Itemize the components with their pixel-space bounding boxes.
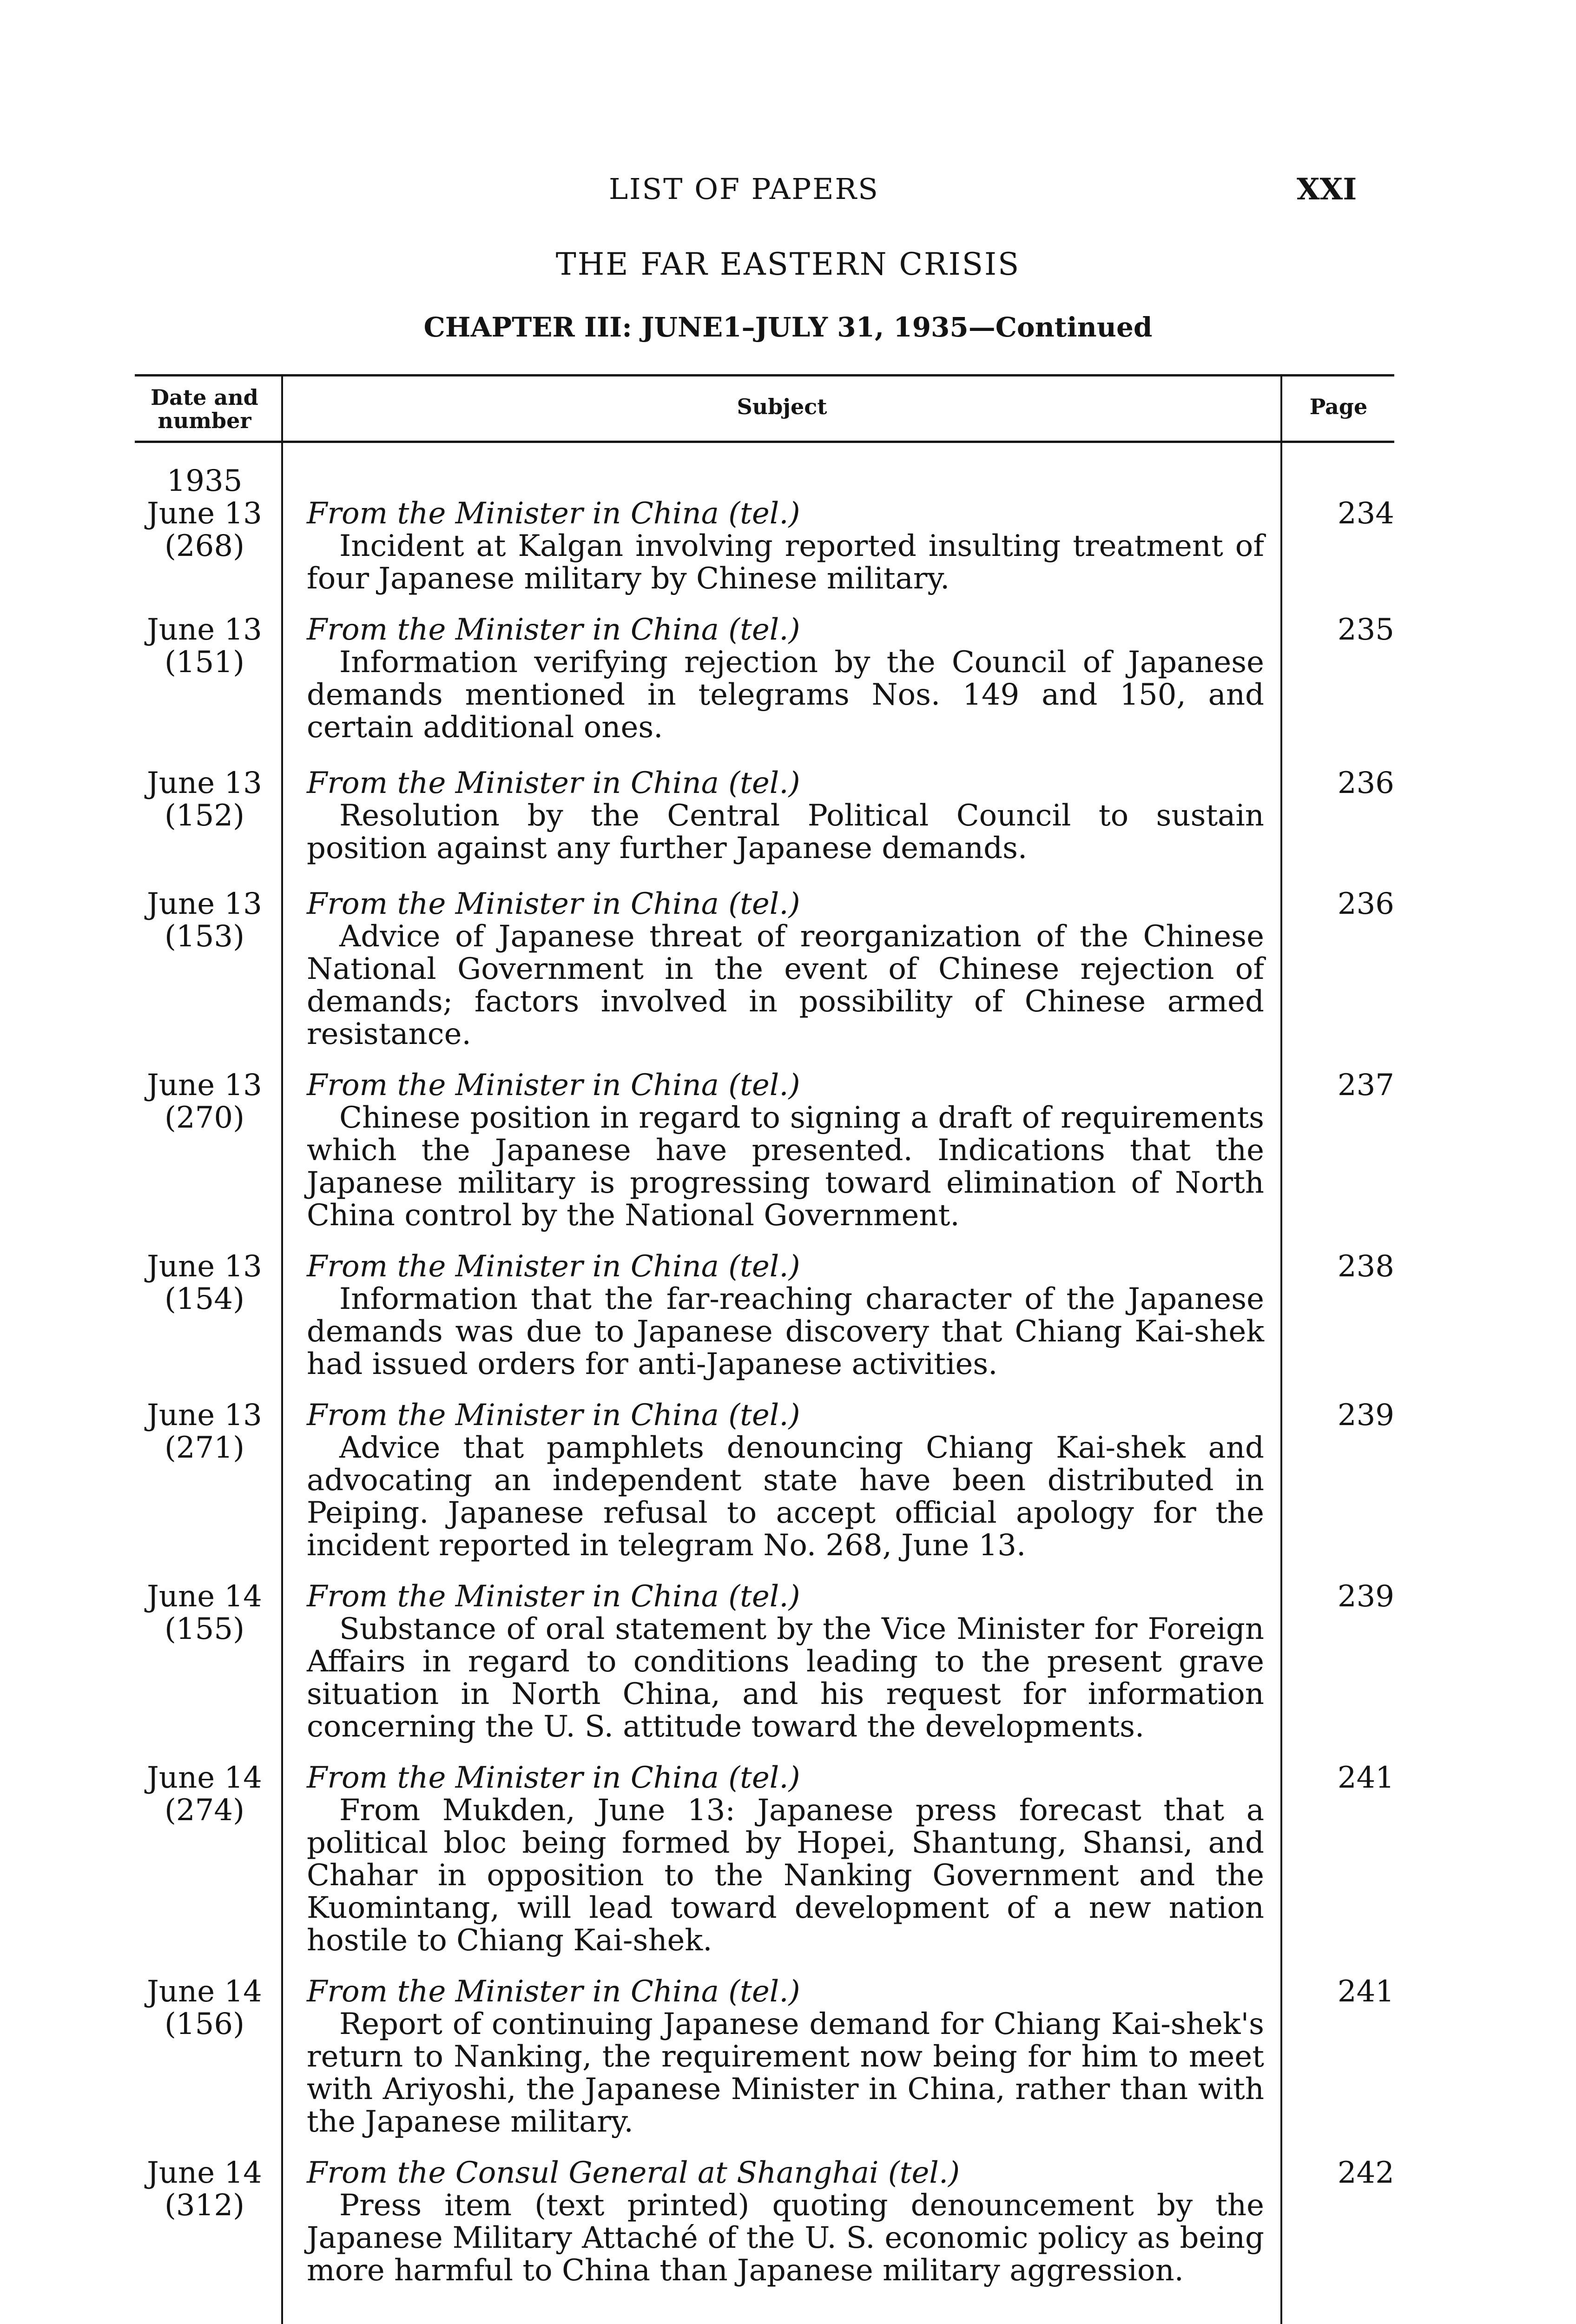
entry-subject: [307, 767, 1264, 865]
entry-number: (274): [164, 1793, 245, 1828]
entry-description: Substance of oral statement by the Vice Minister for Foreign Affairs in regard to conditions leading to the present grave situation in North China, and his request for information concerning the U. S. attitude toward the developments.: [307, 1612, 1264, 1744]
entry-from: From the Minister in China (tel.): [307, 1579, 800, 1614]
entry-date-number: [135, 614, 274, 679]
entry-page: 236: [1337, 766, 1394, 800]
entry-number: (271): [164, 1431, 245, 1465]
entry-date: June 13: [147, 613, 262, 647]
entry-date-number: [135, 767, 274, 832]
entry-subject: [307, 1250, 1264, 1380]
table-top-rule: [135, 374, 1394, 376]
entry-page: 236: [1337, 887, 1394, 921]
entry-description: Advice of Japanese threat of reorganization of the Chinese National Government in the event of Chinese rejection of demands; factors involved in possibility of Chinese armed resistance.: [307, 919, 1264, 1051]
entry-from: From the Minister in China (tel.): [307, 887, 800, 921]
entry-subject: [307, 2157, 1264, 2287]
entry-date-number: [135, 1975, 274, 2040]
entry-description: Resolution by the Central Political Council to sustain position against any further Japanese demands.: [307, 799, 1264, 865]
entry-page: 241: [1337, 1761, 1394, 1795]
entry-subject: [307, 1975, 1264, 2138]
entry-subject: [307, 1399, 1264, 1562]
chapter-date-2: 31, 1935—Continued: [837, 311, 1153, 343]
chapter-date-1-month: JUNE: [641, 311, 723, 343]
entry-from: From the Minister in China (tel.): [307, 496, 800, 531]
entry-subject: [307, 1762, 1264, 1957]
column-header-subject: Subject: [737, 394, 827, 419]
column-divider-page: [1280, 374, 1282, 2324]
entry-from: From the Minister in China (tel.): [307, 766, 800, 800]
entry-subject: [307, 497, 1264, 595]
entry-number: (154): [164, 1282, 245, 1316]
entry-number: (270): [164, 1101, 245, 1135]
entry-date: June 14: [147, 1579, 262, 1614]
running-head: [0, 172, 1576, 209]
entry-from: From the Minister in China (tel.): [307, 613, 800, 647]
entry-description: Incident at Kalgan involving reported insulting treatment of four Japanese military by Chinese military.: [307, 529, 1264, 596]
entry-date: June 14: [147, 1974, 262, 2009]
chapter-date-2-month: JULY: [755, 311, 828, 343]
entry-date: June 13: [147, 1249, 262, 1284]
entry-from: From the Consul General at Shanghai (tel.): [307, 2156, 960, 2190]
entry-from: From the Minister in China (tel.): [307, 1068, 800, 1103]
entry-number: (151): [164, 645, 245, 680]
entry-page: 234: [1337, 496, 1394, 531]
entry-page: 242: [1337, 2156, 1394, 2190]
entry-from: From the Minister in China (tel.): [307, 1249, 800, 1284]
entry-number: (153): [164, 919, 245, 954]
entry-page: 241: [1337, 1974, 1394, 2009]
entry-date-number: [135, 1580, 274, 1645]
entry-subject: [307, 888, 1264, 1050]
chapter-prefix: [424, 311, 575, 343]
entry-number: (152): [164, 799, 245, 833]
entry-number: (268): [164, 529, 245, 563]
entry-date: June 13: [147, 1398, 262, 1433]
entry-date-number: [135, 1762, 274, 1827]
entry-description: Information verifying rejection by the Council of Japanese demands mentioned in telegrams Nos. 149 and 150, and certain additional ones.: [307, 645, 1264, 745]
entry-date: June 13: [147, 1068, 262, 1103]
chapter-date-1: 1–: [723, 311, 755, 343]
column-divider-date: [281, 374, 283, 2324]
chapter-heading: [0, 311, 1576, 343]
entry-page: 235: [1337, 613, 1394, 647]
entry-number: (155): [164, 1612, 245, 1646]
entry-date: June 13: [147, 496, 262, 531]
entry-page: 239: [1337, 1398, 1394, 1433]
entry-from: From the Minister in China (tel.): [307, 1761, 800, 1795]
entry-page: 238: [1337, 1249, 1394, 1284]
entry-description: Chinese position in regard to signing a draft of requirements which the Japanese have presented. Indications that the Japanese military is progressing toward elimination of North China control by the National Government.: [307, 1101, 1264, 1233]
entry-page: 237: [1337, 1068, 1394, 1103]
page-folio: XXI: [1297, 172, 1357, 207]
entry-from: From the Minister in China (tel.): [307, 1398, 800, 1433]
year-label: 1935: [166, 464, 243, 498]
entry-description: Information that the far-reaching character of the Japanese demands was due to Japanese discovery that Chiang Kai-shek had issued orders for anti-Japanese activities.: [307, 1282, 1264, 1381]
entry-subject: [307, 614, 1264, 744]
chapter-prefix-text: CHAPTER: [423, 311, 575, 343]
entry-date-number: [135, 1399, 274, 1464]
entry-subject: [307, 1069, 1264, 1232]
entry-description: Report of continuing Japanese demand for Chiang Kai-shek's return to Nanking, the requirement now being for him to meet with Ariyoshi, the Japanese Minister in China, rather than with the Japanese military.: [307, 2007, 1264, 2139]
chapter-roman: III:: [584, 311, 632, 343]
entry-description: Advice that pamphlets denouncing Chiang Kai-shek and advocating an independent state have been distributed in Peiping. Japanese refusal to accept official apology for the incident reported in telegram No. 268, June 13.: [307, 1431, 1264, 1563]
entry-date-number: [135, 888, 274, 953]
entry-subject: [307, 1580, 1264, 1743]
entry-number: (156): [164, 2007, 245, 2041]
entry-from: From the Minister in China (tel.): [307, 1974, 800, 2009]
entry-date-number: [135, 497, 274, 562]
column-header-page: Page: [1309, 394, 1368, 419]
column-header-date: Date and number: [151, 385, 258, 433]
running-title: LIST OF PAPERS: [609, 172, 879, 206]
section-title: THE FAR EASTERN CRISIS: [555, 246, 1021, 282]
entry-date: June 13: [147, 766, 262, 800]
entry-date: June 14: [147, 2156, 262, 2190]
entry-date-number: [135, 1250, 274, 1315]
table-header-rule: [135, 441, 1394, 443]
entry-date-number: [135, 1069, 274, 1134]
entry-number: (312): [164, 2188, 245, 2223]
entry-date-number: [135, 2157, 274, 2222]
entry-description: From Mukden, June 13: Japanese press forecast that a political bloc being formed by Hopei, Shantung, Shansi, and Chahar in opposition to the Nanking Government and the Kuomintang, will lead toward development of a new nation hostile to Chiang Kai-shek.: [307, 1793, 1264, 1958]
entry-date: June 14: [147, 1761, 262, 1795]
entry-description: Press item (text printed) quoting denouncement by the Japanese Military Attaché of the U. S. economic policy as being more harmful to China than Japanese military aggression.: [307, 2188, 1264, 2288]
entry-date: June 13: [147, 887, 262, 921]
entry-page: 239: [1337, 1579, 1394, 1614]
